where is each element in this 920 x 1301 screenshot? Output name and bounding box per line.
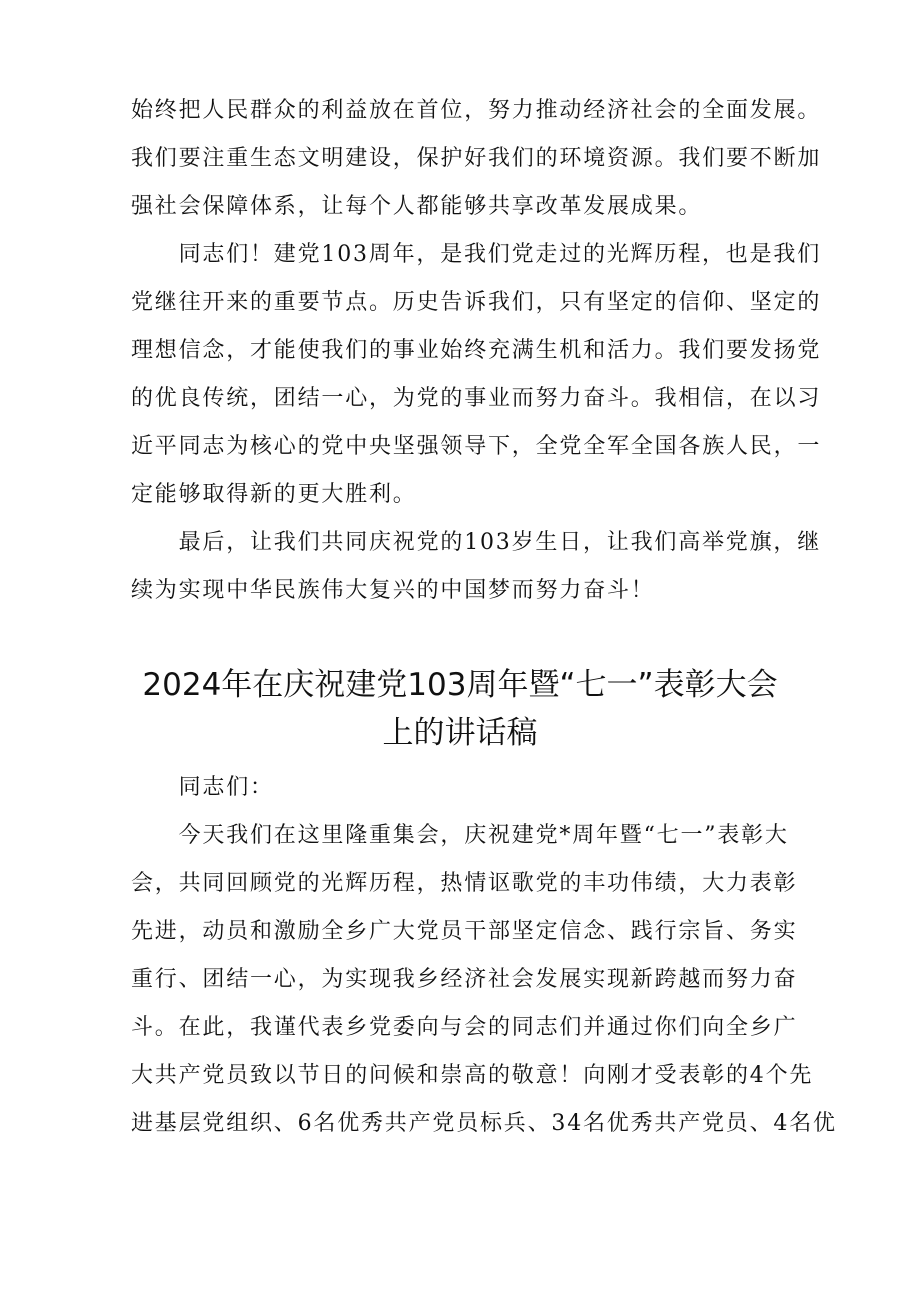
previous-speech-paragraph-2 [131,231,822,519]
text-line: 强社会保障体系，让每个人都能够共享改革发展成果。 [131,194,703,219]
text-line: 斗。在此，我谨代表乡党委向与会的同志们并通过你们向全乡广 [131,1015,798,1040]
text-line: 重行、团结一心，为实现我乡经济社会发展实现新跨越而努力奋 [131,967,798,992]
text-line: 我们要注重生态文明建设，保护好我们的环境资源。我们要不断加 [131,146,822,171]
text-line: 先进，动员和激励全乡广大党员干部坚定信念、践行宗旨、务实 [131,919,798,944]
previous-speech-paragraph-3 [131,519,821,615]
text-line: 党继往开来的重要节点。历史告诉我们，只有坚定的信仰、坚定的 [131,290,822,315]
previous-speech-paragraph-1 [131,87,822,231]
speech-title-line-2: 上的讲话稿 [382,715,538,751]
speech-title [60,661,860,757]
text-line: 今天我们在这里隆重集会，庆祝建党*周年暨“七一”表彰大 [131,823,789,848]
text-line: 最后，让我们共同庆祝党的103岁生日，让我们高举党旗，继 [131,530,821,555]
text-line: 同志们！建党103周年，是我们党走过的光辉历程，也是我们 [131,242,821,267]
text-line: 近平同志为核心的党中央坚强领导下，全党全军全国各族人民，一 [131,434,822,459]
text-line: 会，共同回顾党的光辉历程，热情讴歌党的丰功伟绩，大力表彰 [131,871,798,896]
text-line: 进基层党组织、6名优秀共产党员标兵、34名优秀共产党员、4名优 [131,1111,837,1136]
speech-title-line-1: 2024年在庆祝建党103周年暨“七一”表彰大会 [142,667,778,703]
text-line: 续为实现中华民族伟大复兴的中国梦而努力奋斗！ [131,578,655,603]
text-line: 大共产党员致以节日的问候和崇高的敬意！向刚才受表彰的4个先 [131,1063,814,1088]
speech-body [131,764,837,1148]
text-line: 定能够取得新的更大胜利。 [131,482,417,507]
salutation: 同志们： [131,775,274,800]
text-line: 理想信念，才能使我们的事业始终充满生机和活力。我们要发扬党 [131,338,822,363]
text-line: 始终把人民群众的利益放在首位，努力推动经济社会的全面发展。 [131,98,822,123]
text-line: 的优良传统，团结一心，为党的事业而努力奋斗。我相信，在以习 [131,386,822,411]
